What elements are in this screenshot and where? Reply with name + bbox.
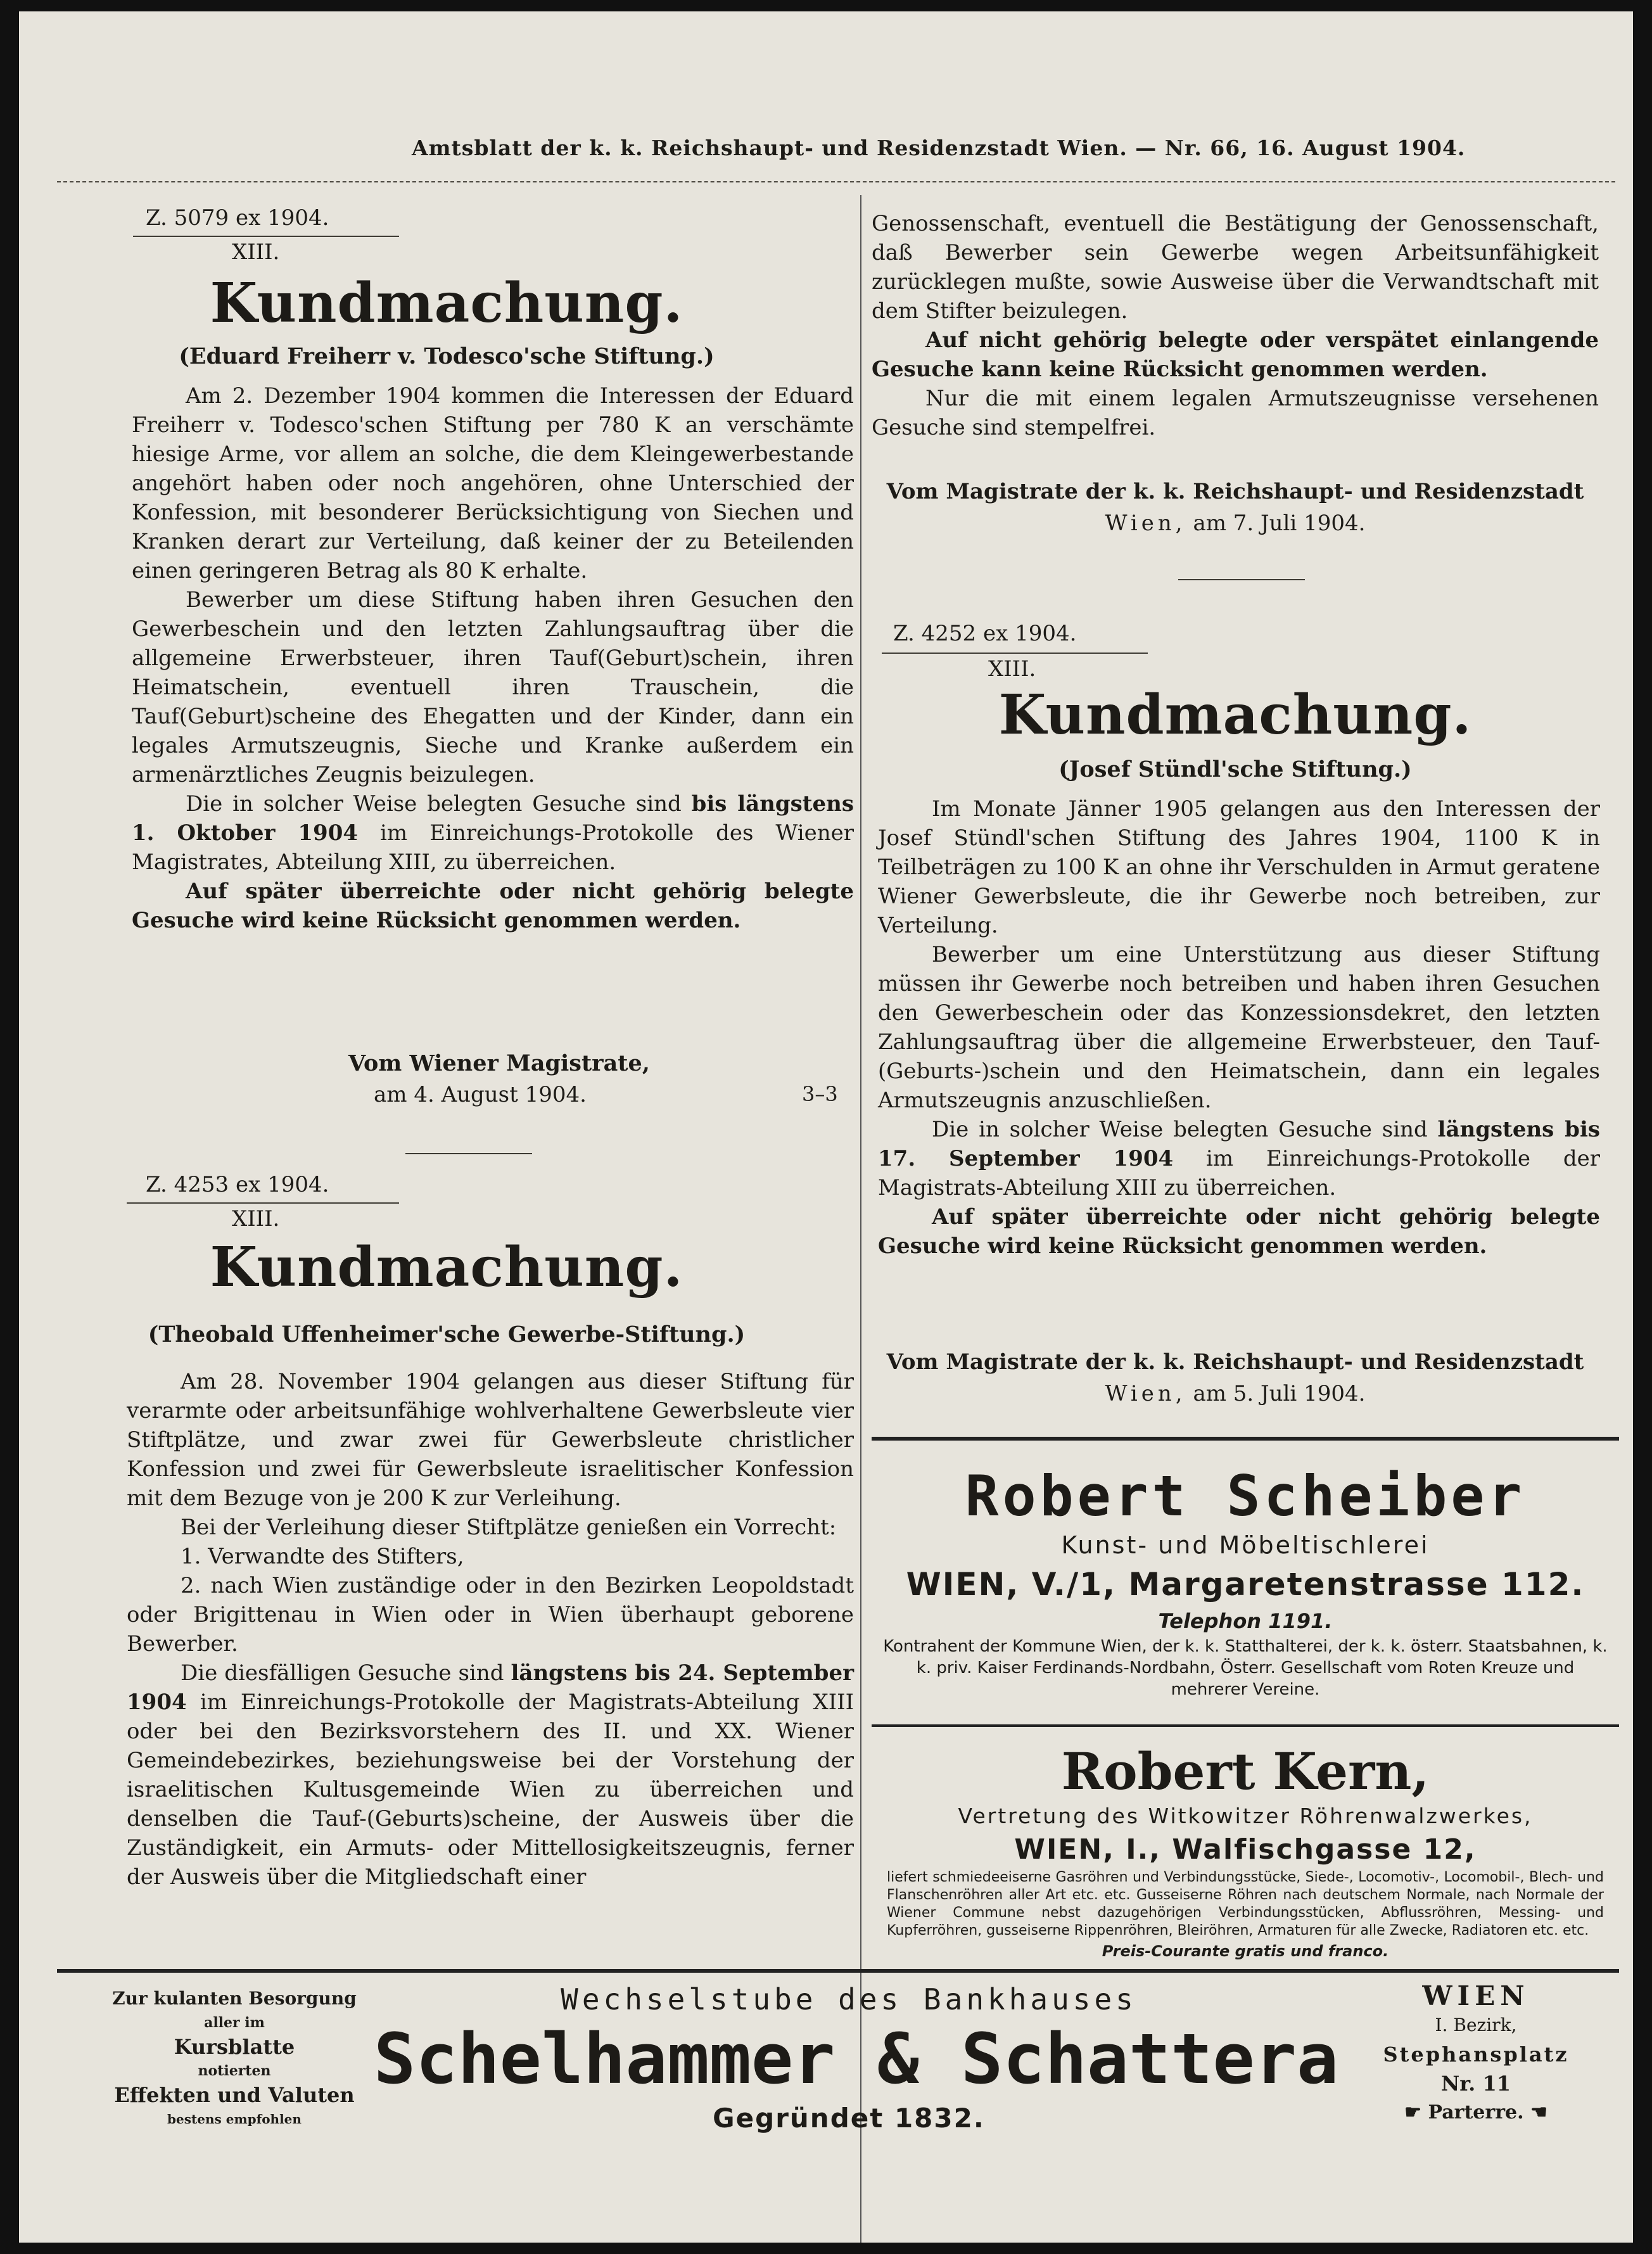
notice2-p3-start: Die diesfälligen Gesuche sind bbox=[181, 1660, 504, 1686]
notice1-ref-rule bbox=[133, 236, 399, 237]
notice1-paragraph-2: Bewerber um diese Stiftung haben ihren Gesuchen den Gewerbeschein und den letzten Zahlungsauftrag über die allgemeine Erwerbsteuer, ihren Tauf(Geburt)schein, ihren Heimatschein, eventuell ihren Trauschein, die Tauf(Geburt)scheine des Ehegatten und der Kinder, dann ein legales Armutszeugnis, Sieche und Kranke außerdem ein armenärztliches Zeugnis beizulegen. bbox=[132, 587, 854, 787]
notice2-warning: Auf nicht gehörig belegte oder verspätet einlangende Gesuche kann keine Rücksicht genommen werden. bbox=[872, 328, 1599, 382]
pointing-hand-left-icon: ☚ bbox=[1530, 2101, 1547, 2123]
bank-right-line-5 bbox=[1337, 2098, 1615, 2127]
bank-founded: Gegründet 1832. bbox=[713, 2103, 985, 2134]
notice3-date-line bbox=[872, 1381, 1599, 1406]
notice1-p3-end: im Einreichungs-Protokolle des Wiener Magistrates, Abteilung XIII, zu überreichen. bbox=[132, 820, 854, 875]
bank-ad-top-rule bbox=[57, 1969, 1619, 1973]
bank-parterre: Parterre. bbox=[1428, 2101, 1524, 2123]
notice1-count: 3–3 bbox=[802, 1082, 838, 1106]
bank-right-line-1: WIEN bbox=[1422, 1980, 1530, 2011]
bank-ad-left bbox=[95, 1987, 374, 2131]
notice1-paragraph-1: Am 2. Dezember 1904 kommen die Interessen der Eduard Freiherr v. Todesco'schen Stiftung per 780 K an verschämte hiesige Arme, vor allem an solche, die dem Kleingewerbestande angehört haben oder noch angehören, ohne Unterschied der Konfession, mit besonderer Berücksichtigung von Siechen und Kranken derart zur Verteilung, daß keiner der zu Beteilenden einen geringeren Betrag als 80 K erhalte. bbox=[132, 383, 854, 583]
notice1-signature: Vom Wiener Magistrate, bbox=[348, 1050, 650, 1076]
notice1-paragraph-3 bbox=[132, 789, 854, 877]
notice3-warning: Auf später überreichte oder nicht gehörig belegte Gesuche wird keine Rücksicht genommen werden. bbox=[878, 1204, 1600, 1259]
notice1-ref: Z. 5079 ex 1904. bbox=[146, 205, 329, 231]
notice3-p3-start: Die in solcher Weise belegten Gesuche sind bbox=[932, 1117, 1428, 1142]
scheiber-ad bbox=[872, 1465, 1619, 1700]
newspaper-page bbox=[19, 11, 1633, 2243]
page-header: Amtsblatt der k. k. Reichshaupt- und Residenzstadt Wien. — Nr. 66, 16. August 1904. bbox=[412, 136, 1466, 160]
notice1-deadline: bis längstens 1. Oktober 1904 bbox=[132, 791, 854, 846]
notice2-section: XIII. bbox=[232, 1206, 280, 1232]
kern-name: Robert Kern, bbox=[1061, 1741, 1430, 1801]
bank-ad-center bbox=[374, 1980, 1339, 2137]
notice2-continuation bbox=[872, 209, 1599, 442]
notice1-p3-start: Die in solcher Weise belegten Gesuche sind bbox=[186, 791, 682, 817]
bank-right-line-2: I. Bezirk, bbox=[1435, 2015, 1517, 2035]
notice3-title: Kundmachung. bbox=[998, 683, 1472, 747]
bank-name: Schelhammer & Schattera bbox=[374, 2018, 1339, 2099]
scheiber-ad-bottom-rule bbox=[872, 1724, 1619, 1727]
scheiber-address: WIEN, V./1, Margaretenstrasse 112. bbox=[906, 1566, 1585, 1603]
bank-left-line-6: bestens empfohlen bbox=[167, 2111, 302, 2127]
notice2-deadline: längstens bis 24. September 1904 bbox=[127, 1660, 854, 1715]
bank-right-line-4: Nr. 11 bbox=[1441, 2072, 1511, 2096]
notice2-ref: Z. 4253 ex 1904. bbox=[146, 1172, 329, 1197]
notice1-date: am 4. August 1904. bbox=[374, 1082, 587, 1107]
notice3-signature: Vom Magistrate der k. k. Reichshaupt- und Residenzstadt bbox=[886, 1349, 1584, 1375]
header-divider bbox=[57, 181, 1615, 182]
bank-top-line: Wechselstube des Bankhauses bbox=[561, 1982, 1137, 2016]
notice1-body bbox=[132, 381, 854, 935]
notice1-title: Kundmachung. bbox=[210, 271, 683, 335]
notice2-cont-text: Genossenschaft, eventuell die Bestätigung der Genossenschaft, daß Bewerber sein Gewerbe wegen Arbeitsunfähigkeit zurücklegen mußte, sowie Ausweise über die Verwandtschaft mit dem Stifter beizulegen. bbox=[872, 211, 1599, 324]
notice2-item-1: 1. Verwandte des Stifters, bbox=[181, 1544, 464, 1569]
notice3-paragraph-1: Im Monate Jänner 1905 gelangen aus den Interessen der Josef Stündl'schen Stiftung des Jahres 1904, 1100 K in Teilbeträgen zu 100 K an ohne ihr Verschulden in Armut geratene Wiener Gewerbsleute, die ihr Gewerbe noch betreiben, zur Verteilung. bbox=[878, 796, 1600, 938]
bank-left-line-5: Effekten und Valuten bbox=[114, 2083, 355, 2107]
notice3-ref-rule bbox=[882, 653, 1148, 654]
kern-address: WIEN, I., Walfischgasse 12, bbox=[1014, 1833, 1477, 1866]
bank-left-line-3: Kursblatte bbox=[174, 2035, 295, 2059]
bank-left-line-1: Zur kulanten Besorgung bbox=[112, 1988, 357, 2009]
notice3-deadline: längstens bis 17. September 1904 bbox=[878, 1117, 1600, 1171]
notice3-date: am 5. Juli 1904. bbox=[1193, 1381, 1366, 1406]
scheiber-trade: Kunst- und Möbeltischlerei bbox=[1061, 1531, 1430, 1559]
notice2-signature: Vom Magistrate der k. k. Reichshaupt- und Residenzstadt bbox=[886, 479, 1584, 504]
notice2-stamp-note: Nur die mit einem legalen Armutszeugnisse versehenen Gesuche sind stempelfrei. bbox=[872, 386, 1599, 440]
bank-right-line-3: Stephansplatz bbox=[1383, 2042, 1569, 2066]
bank-ad-right bbox=[1337, 1982, 1615, 2127]
scheiber-ad-top-rule bbox=[872, 1437, 1619, 1441]
kern-trade: Vertretung des Witkowitzer Röhrenwalzwerkes, bbox=[958, 1804, 1533, 1828]
notice3-paragraph-2: Bewerber um eine Unterstützung aus dieser Stiftung müssen ihr Gewerbe noch betreiben und haben ihren Gesuchen den Gewerbeschein oder das Konzessionsdekret, den letzten Zahlungsauftrag über die allgemeine Erwerbsteuer, den Tauf-(Geburts-)schein und den Heimatschein, dann ein legales Armutszeugnis anzuschließen. bbox=[878, 942, 1600, 1113]
notice3-paragraph-3 bbox=[878, 1115, 1600, 1202]
notice2-date-city: Wien, bbox=[1105, 511, 1186, 536]
kern-ad bbox=[872, 1741, 1619, 1963]
bank-left-line-4: notierten bbox=[198, 2063, 271, 2079]
notice3-date-city: Wien, bbox=[1105, 1381, 1186, 1406]
notice3-body bbox=[878, 794, 1600, 1261]
notice1-end-rule bbox=[405, 1153, 532, 1154]
notice3-subtitle: (Josef Stündl'sche Stiftung.) bbox=[1058, 756, 1412, 782]
notice2-ref-rule bbox=[127, 1202, 399, 1204]
notice2-p3-end: im Einreichungs-Protokolle der Magistrats-Abteilung XIII oder bei den Bezirksvorstehern des II. und XX. Wiener Gemeindebezirkes, beziehungsweise bei der Vorstehung der israelitischen Kultusgemeinde Wien zu überreichen und denselben die Tauf-(Geburts)scheine, der Ausweis über die Zuständigkeit, ein Armuts- oder Mittellosigkeitszeugnis, ferner der Ausweis über die Mitgliedschaft einer bbox=[127, 1690, 854, 1890]
notice2-paragraph-3 bbox=[127, 1659, 854, 1892]
notice2-body bbox=[127, 1367, 854, 1892]
notice2-subtitle: (Theobald Uffenheimer'sche Gewerbe-Stiftung.) bbox=[148, 1321, 746, 1347]
notice2-date: am 7. Juli 1904. bbox=[1193, 511, 1366, 536]
notice1-subtitle: (Eduard Freiherr v. Todesco'sche Stiftung.) bbox=[179, 343, 715, 369]
scheiber-description: Kontrahent der Kommune Wien, der k. k. Statthalterei, der k. k. österr. Staatsbahnen, k. k. priv. Kaiser Ferdinands-Nordbahn, Österr. Gesellschaft vom Roten Kreuze und mehrerer Vereine. bbox=[883, 1637, 1608, 1699]
kern-prices: Preis-Courante gratis und franco. bbox=[1102, 1942, 1389, 1960]
notice2-title: Kundmachung. bbox=[210, 1235, 683, 1299]
notice1-warning: Auf später überreichte oder nicht gehörig belegte Gesuche wird keine Rücksicht genommen werden. bbox=[132, 879, 854, 933]
column-divider bbox=[860, 195, 861, 2243]
notice2-paragraph-2: Bei der Verleihung dieser Stiftplätze genießen ein Vorrecht: bbox=[181, 1515, 837, 1540]
notice2-end-rule bbox=[1178, 579, 1305, 580]
kern-description: liefert schmiedeeiserne Gasröhren und Verbindungsstücke, Siede-, Locomotiv-, Locomobil-, Blech- und Flanschenröhren aller Art etc. etc. Gusseiserne Röhren nach deutschem Normale, nach Normale der Wiener Commune nebst dazugehörigen Verbindungsstücken, Abflussröhren, Messing- und Kupferröhren, gusseiserne Rippenröhren, Bleiröhren, Armaturen für alle Zwecke, Radiatoren etc. etc. bbox=[887, 1869, 1604, 1939]
bank-left-line-2: aller im bbox=[204, 2015, 265, 2031]
notice2-date-line bbox=[872, 511, 1599, 536]
notice3-p3-end: im Einreichungs-Protokolle der Magistrats-Abteilung XIII zu überreichen. bbox=[878, 1146, 1600, 1200]
notice2-paragraph-1: Am 28. November 1904 gelangen aus dieser Stiftung für verarmte oder arbeitsunfähige wohlverhaltene Gewerbsleute vier Stiftplätze, und zwar zwei für Gewerbsleute christlicher Konfession und zwei für Gewerbsleute israelitischer Konfession mit dem Bezuge von je 200 K zur Verleihung. bbox=[127, 1369, 854, 1511]
scheiber-name: Robert Scheiber bbox=[965, 1463, 1526, 1529]
notice2-item-2: 2. nach Wien zuständige oder in den Bezirken Leopoldstadt oder Brigittenau in Wien oder in Wien überhaupt geborene Bewerber. bbox=[127, 1573, 854, 1657]
notice3-section: XIII. bbox=[988, 656, 1036, 682]
scheiber-phone: Telephon 1191. bbox=[1158, 1609, 1333, 1633]
notice1-section: XIII. bbox=[232, 239, 280, 265]
pointing-hand-icon: ☛ bbox=[1404, 2101, 1421, 2123]
notice3-ref: Z. 4252 ex 1904. bbox=[893, 621, 1077, 646]
